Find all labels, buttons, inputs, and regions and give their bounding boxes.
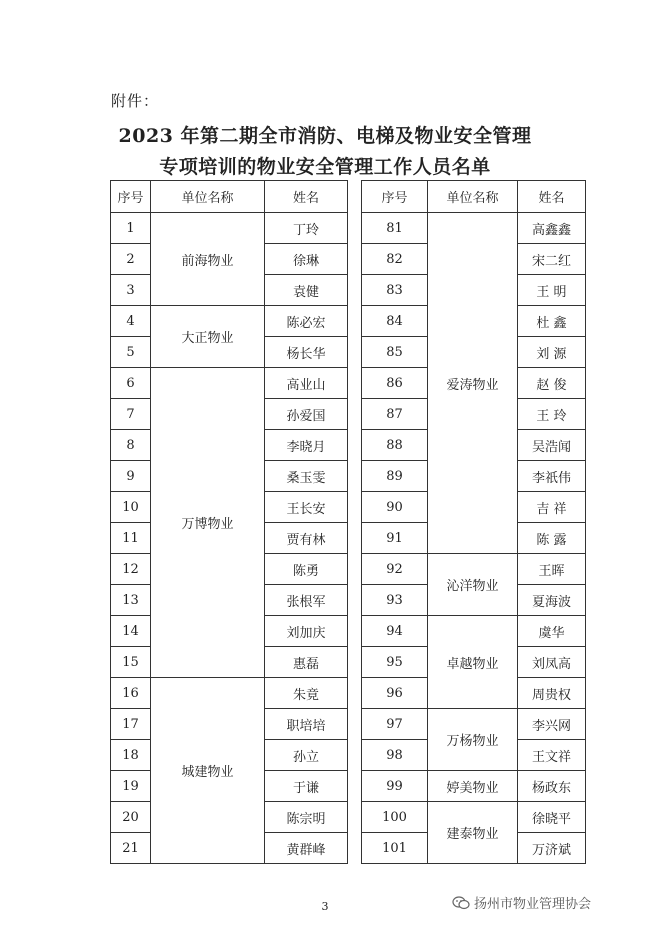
row-name: 夏海波: [518, 585, 586, 616]
row-name: 虞华: [518, 616, 586, 647]
row-seq: 20: [111, 802, 151, 833]
row-seq: 13: [111, 585, 151, 616]
header-name: 姓名: [518, 181, 586, 213]
row-unit: 建泰物业: [428, 802, 518, 864]
row-seq: 92: [362, 554, 428, 585]
row-name: 张根军: [265, 585, 348, 616]
row-name: 陈必宏: [265, 306, 348, 337]
table-row: [362, 616, 586, 647]
table-row: [362, 709, 586, 740]
row-seq: 1: [111, 213, 151, 244]
row-name: 李兴网: [518, 709, 586, 740]
row-name: 惠磊: [265, 647, 348, 678]
row-seq: 97: [362, 709, 428, 740]
watermark-text: 扬州市物业管理协会: [474, 897, 592, 912]
row-name: 王 玲: [518, 399, 586, 430]
row-seq: 100: [362, 802, 428, 833]
table-row: [362, 771, 586, 802]
row-name: 高业山: [265, 368, 348, 399]
row-unit: 婷美物业: [428, 771, 518, 802]
row-seq: 90: [362, 492, 428, 523]
row-name: 职培培: [265, 709, 348, 740]
row-unit: 沁洋物业: [428, 554, 518, 616]
row-seq: 82: [362, 244, 428, 275]
row-seq: 16: [111, 678, 151, 709]
row-name: 王文祥: [518, 740, 586, 771]
row-name: 刘凤高: [518, 647, 586, 678]
row-seq: 9: [111, 461, 151, 492]
watermark: [452, 893, 591, 912]
row-seq: 84: [362, 306, 428, 337]
row-seq: 86: [362, 368, 428, 399]
row-name: 万济斌: [518, 833, 586, 864]
row-name: 黄群峰: [265, 833, 348, 864]
row-seq: 7: [111, 399, 151, 430]
row-seq: 15: [111, 647, 151, 678]
row-name: 王 明: [518, 275, 586, 306]
table-row: [111, 213, 348, 244]
row-name: 孙立: [265, 740, 348, 771]
row-name: 于谦: [265, 771, 348, 802]
header-seq: 序号: [362, 181, 428, 213]
row-seq: 14: [111, 616, 151, 647]
row-unit: 万杨物业: [428, 709, 518, 771]
row-name: 吴浩闻: [518, 430, 586, 461]
header-unit: 单位名称: [428, 181, 518, 213]
row-seq: 93: [362, 585, 428, 616]
row-name: 孙爱国: [265, 399, 348, 430]
row-unit: 万博物业: [151, 368, 265, 678]
row-seq: 21: [111, 833, 151, 864]
row-seq: 11: [111, 523, 151, 554]
row-seq: 6: [111, 368, 151, 399]
row-seq: 12: [111, 554, 151, 585]
header-name: 姓名: [265, 181, 348, 213]
row-seq: 101: [362, 833, 428, 864]
row-name: 桑玉雯: [265, 461, 348, 492]
row-seq: 19: [111, 771, 151, 802]
table-row: [111, 368, 348, 399]
row-seq: 96: [362, 678, 428, 709]
row-seq: 89: [362, 461, 428, 492]
table-header-row: [362, 181, 586, 213]
row-name: 赵 俊: [518, 368, 586, 399]
row-unit: 卓越物业: [428, 616, 518, 709]
row-name: 李晓月: [265, 430, 348, 461]
row-name: 陈 露: [518, 523, 586, 554]
row-name: 周贵权: [518, 678, 586, 709]
row-name: 杜 鑫: [518, 306, 586, 337]
row-name: 刘 源: [518, 337, 586, 368]
table-row: [362, 213, 586, 244]
row-seq: 17: [111, 709, 151, 740]
row-seq: 94: [362, 616, 428, 647]
table-row: [111, 678, 348, 709]
row-name: 徐晓平: [518, 802, 586, 833]
row-name: 徐琳: [265, 244, 348, 275]
row-seq: 95: [362, 647, 428, 678]
row-seq: 8: [111, 430, 151, 461]
row-seq: 81: [362, 213, 428, 244]
row-unit: 爱涛物业: [428, 213, 518, 554]
row-seq: 2: [111, 244, 151, 275]
row-seq: 83: [362, 275, 428, 306]
row-unit: 大正物业: [151, 306, 265, 368]
row-seq: 10: [111, 492, 151, 523]
row-seq: 98: [362, 740, 428, 771]
row-seq: 85: [362, 337, 428, 368]
table-row: [362, 554, 586, 585]
row-unit: 城建物业: [151, 678, 265, 864]
row-name: 刘加庆: [265, 616, 348, 647]
page-number: 3: [321, 900, 329, 913]
row-name: 陈勇: [265, 554, 348, 585]
roster-table-left: [110, 180, 348, 864]
table-row: [362, 802, 586, 833]
row-seq: 99: [362, 771, 428, 802]
row-name: 陈宗明: [265, 802, 348, 833]
row-seq: 87: [362, 399, 428, 430]
wechat-icon: [452, 896, 470, 910]
row-name: 王晖: [518, 554, 586, 585]
row-name: 杨政东: [518, 771, 586, 802]
table-row: [111, 306, 348, 337]
title-line-2: 专项培训的物业安全管理工作人员名单: [159, 156, 491, 178]
row-seq: 4: [111, 306, 151, 337]
table-header-row: [111, 181, 348, 213]
row-name: 宋二红: [518, 244, 586, 275]
row-name: 李祇伟: [518, 461, 586, 492]
row-unit: 前海物业: [151, 213, 265, 306]
header-unit: 单位名称: [151, 181, 265, 213]
title-line-1: 2023 年第二期全市消防、电梯及物业安全管理: [118, 125, 532, 147]
attachment-label: 附件：: [111, 92, 160, 110]
row-seq: 91: [362, 523, 428, 554]
row-name: 杨长华: [265, 337, 348, 368]
row-name: 贾有林: [265, 523, 348, 554]
row-name: 吉 祥: [518, 492, 586, 523]
row-seq: 18: [111, 740, 151, 771]
roster-table-right: [361, 180, 586, 864]
row-name: 袁健: [265, 275, 348, 306]
header-seq: 序号: [111, 181, 151, 213]
row-seq: 3: [111, 275, 151, 306]
row-name: 王长安: [265, 492, 348, 523]
row-name: 丁玲: [265, 213, 348, 244]
row-name: 高鑫鑫: [518, 213, 586, 244]
row-seq: 88: [362, 430, 428, 461]
row-seq: 5: [111, 337, 151, 368]
row-name: 朱竟: [265, 678, 348, 709]
